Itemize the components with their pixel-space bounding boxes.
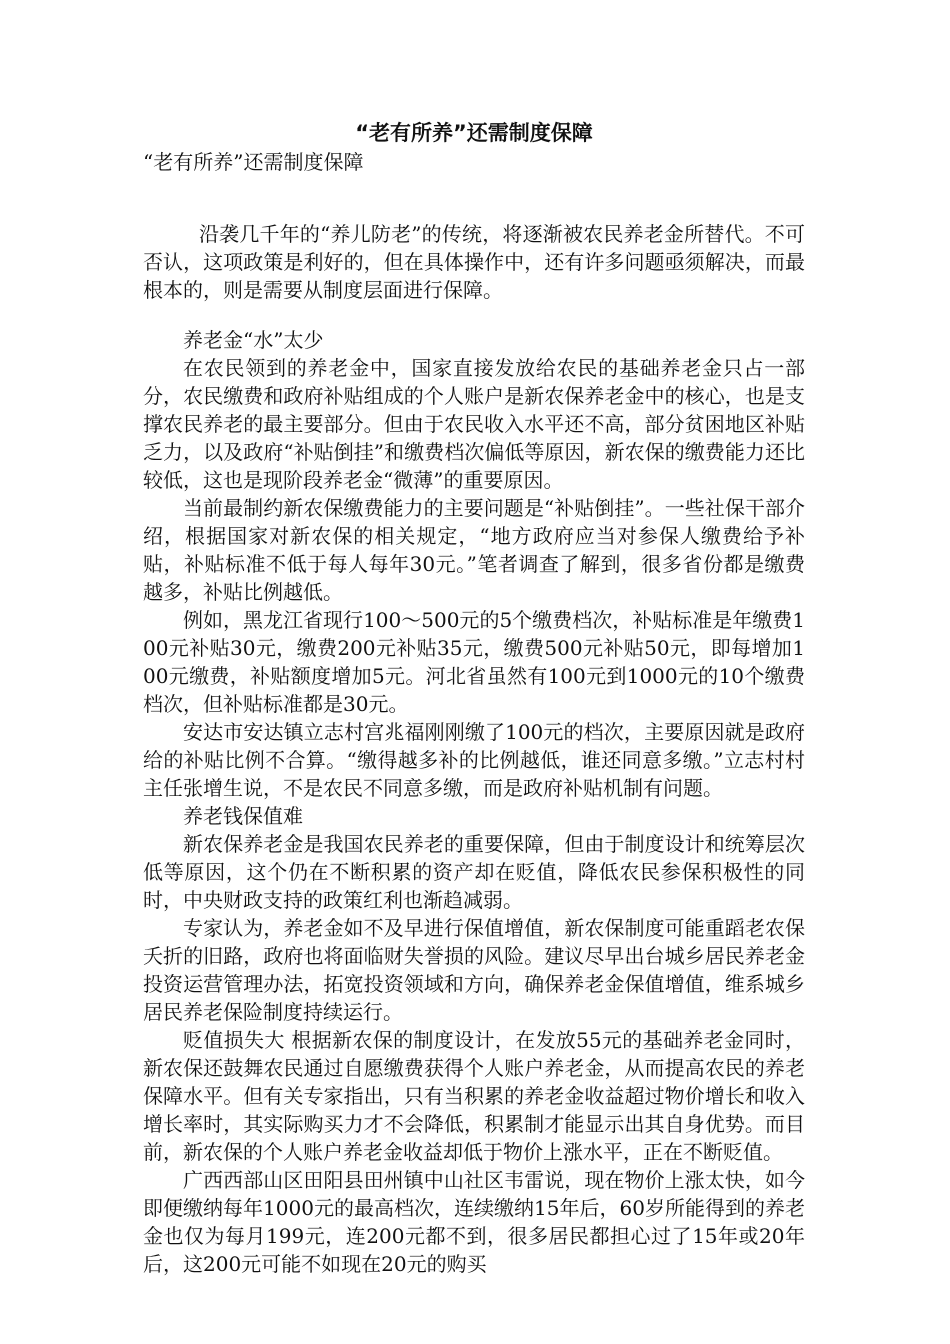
body-paragraph: 在农民领到的养老金中，国家直接发放给农民的基础养老金只占一部分，农民缴费和政府补贴组成的个人账户是新农保养老金中的核心，也是支撑农民养老的最主要部分。但由于农民收入水平还不高，部分贫困地区补贴乏力，以及政府“补贴倒挂”和缴费档次偏低等原因，新农保的缴费能力还比较低，这也是现阶段养老金“微薄”的重要原因。 — [143, 356, 805, 492]
body-paragraph: 当前最制约新农保缴费能力的主要问题是“补贴倒挂”。一些社保干部介绍，根据国家对新农保的相关规定，“地方政府应当对参保人缴费给予补贴，补贴标准不低于每人每年30元。”笔者调查了解到，很多省份都是缴费越多，补贴比例越低。 — [143, 496, 805, 604]
body-paragraph: 贬值损失大 根据新农保的制度设计，在发放55元的基础养老金同时，新农保还鼓舞农民通过自愿缴费获得个人账户养老金，从而提高农民的养老保障水平。但有关专家指出，只有当积累的养老金收益超过物价增长和收入增长率时，其实际购买力才不会降低，积累制才能显示出其自身优势。而目前，新农保的个人账户养老金收益却低于物价上涨水平，正在不断贬值。 — [143, 1028, 805, 1164]
section-heading-value-preservation: 养老钱保值难 — [183, 804, 303, 828]
body-paragraph: 专家认为，养老金如不及早进行保值增值，新农保制度可能重蹈老农保夭折的旧路，政府也将面临财失誉损的风险。建议尽早出台城乡居民养老金投资运营管理办法，拓宽投资领域和方向，确保养老金保值增值，维系城乡居民养老保险制度持续运行。 — [143, 916, 805, 1024]
spacer — [143, 176, 805, 220]
spacer — [143, 304, 805, 326]
section-heading-pension-too-little: 养老金“水”太少 — [183, 328, 324, 352]
body-paragraph: 新农保养老金是我国农民养老的重要保障，但由于制度设计和统筹层次低等原因，这个仍在不断积累的资产却在贬值，降低农民参保积极性的同时，中央财政支持的政策红利也渐趋减弱。 — [143, 832, 805, 912]
body-paragraph: 安达市安达镇立志村宫兆福刚刚缴了100元的档次，主要原因就是政府给的补贴比例不合算。“缴得越多补的比例越低，谁还同意多缴。”立志村村主任张增生说，不是农民不同意多缴，而是政府补贴机制有问题。 — [143, 720, 805, 800]
intro-paragraph: 沿袭几千年的“养儿防老”的传统，将逐渐被农民养老金所替代。不可否认，这项政策是利好的，但在具体操作中，还有许多问题亟须解决，而最根本的，则是需要从制度层面进行保障。 — [143, 222, 805, 302]
document-body — [143, 118, 805, 1278]
body-paragraph: 例如，黑龙江省现行100～500元的5个缴费档次，补贴标准是年缴费100元补贴30元，缴费200元补贴35元，缴费500元补贴50元，即每增加100元缴费，补贴额度增加5元。河北省虽然有100元到1000元的10个缴费档次，但补贴标准都是30元。 — [143, 608, 805, 716]
document-subtitle: “老有所养”还需制度保障 — [143, 150, 364, 174]
document-title: “老有所养”还需制度保障 — [355, 121, 593, 145]
body-paragraph: 广西西部山区田阳县田州镇中山社区韦雷说，现在物价上涨太快，如今即便缴纳每年1000元的最高档次，连续缴纳15年后，60岁所能得到的养老金也仅为每月199元，连200元都不到，很多居民都担心过了15年或20年后，这200元可能不如现在20元的购买 — [143, 1168, 805, 1276]
